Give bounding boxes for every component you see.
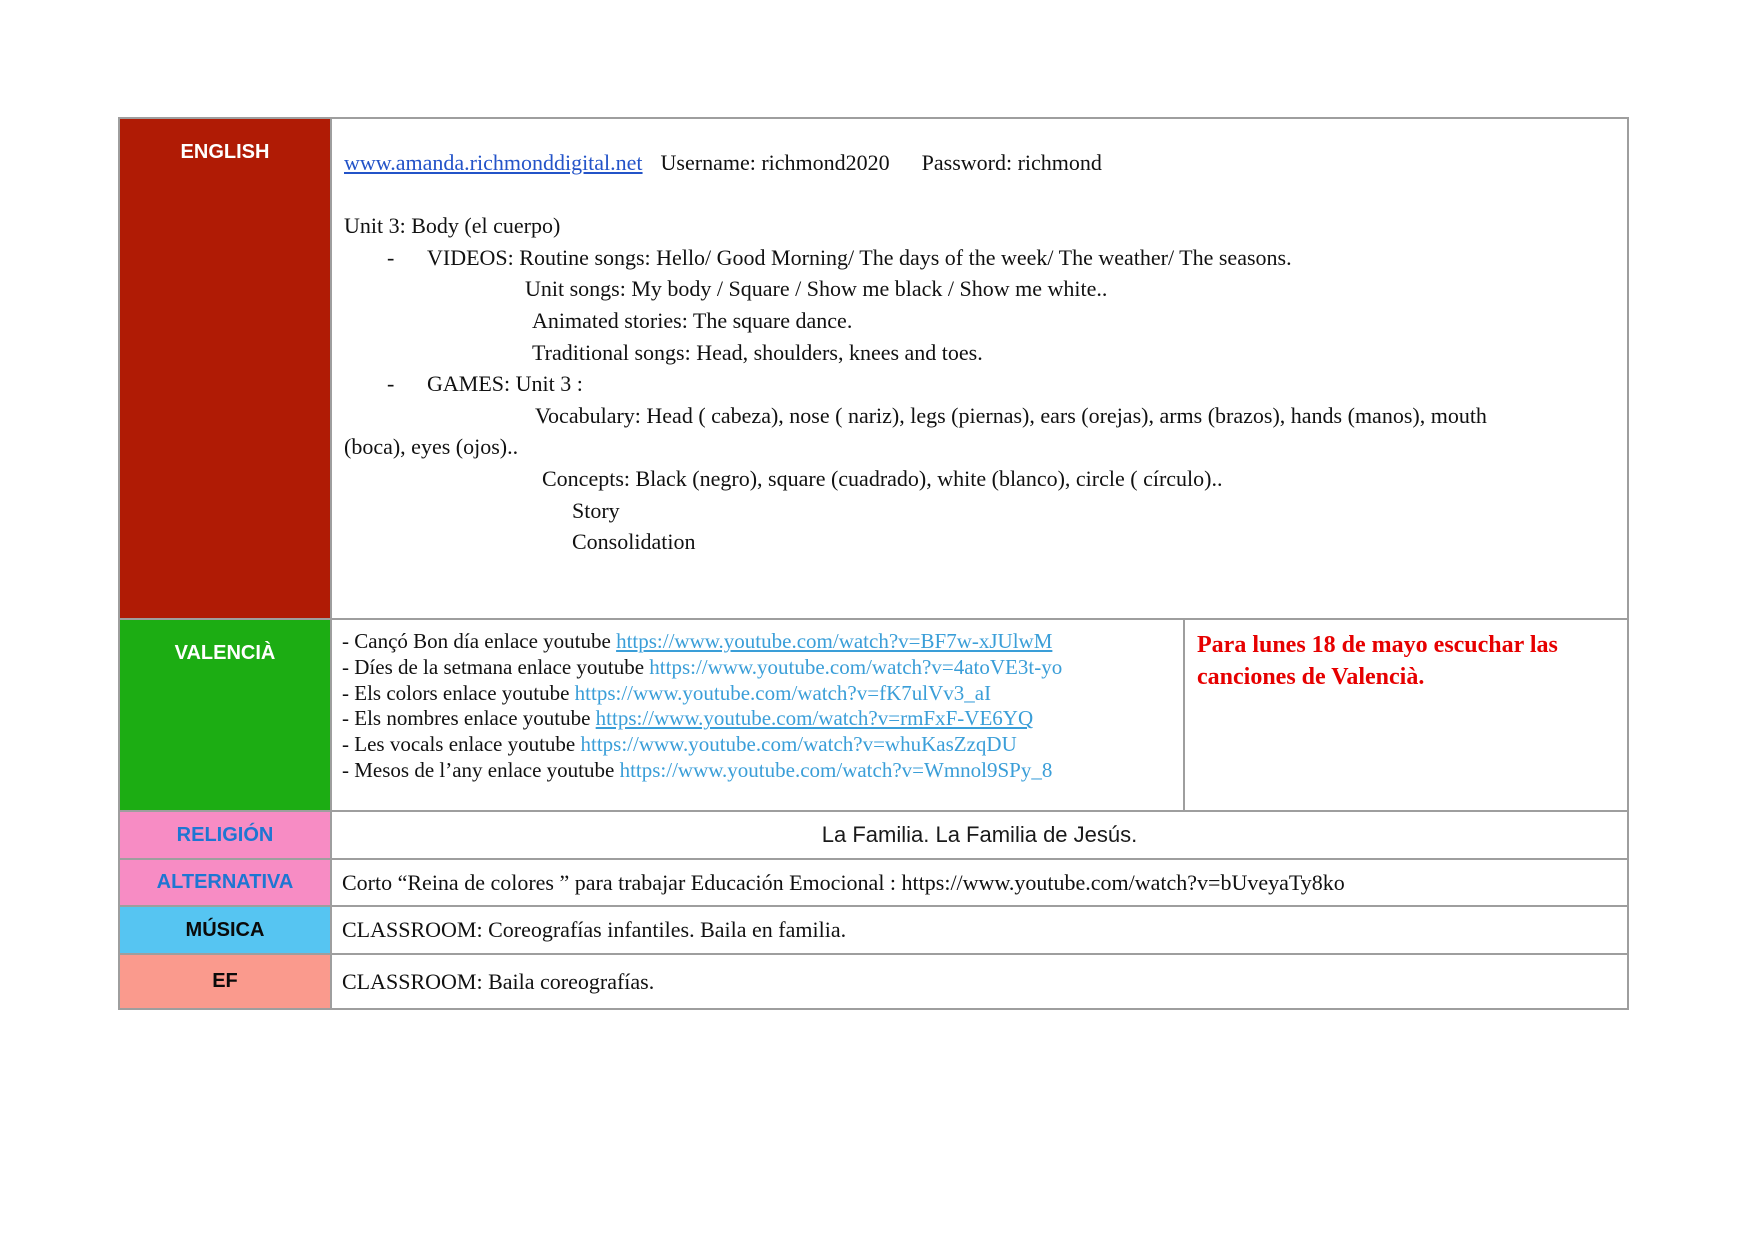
row-alternativa (118, 860, 1629, 907)
row-musica (118, 907, 1629, 955)
valencia-item-text: - Díes de la setmana enlace youtube (342, 654, 650, 679)
valencia-item-text: - Els colors enlace youtube (342, 680, 575, 705)
youtube-link-bon-dia[interactable]: https://www.youtube.com/watch?v=BF7w-xJUlwM (616, 629, 1053, 653)
bullet-dash: - (387, 244, 395, 270)
games-line (344, 368, 1617, 400)
games-text: GAMES: Unit 3 : (427, 371, 583, 397)
subject-label-ef: EF (120, 955, 332, 1008)
subject-label-alternativa: ALTERNATIVA (120, 860, 332, 905)
valencia-note: Para lunes 18 de mayo escuchar las canciones de Valencià. (1197, 632, 1558, 690)
bullet-dash: - (387, 371, 395, 397)
row-ef (118, 955, 1629, 1010)
subject-label-musica: MÚSICA (120, 907, 332, 953)
unit-songs-line: Unit songs: My body / Square / Show me black / Show me white.. (525, 276, 1108, 302)
valencia-content (332, 620, 1627, 810)
valencia-item-text: - Els nombres enlace youtube (342, 706, 596, 731)
subject-label-religion: RELIGIÓN (120, 812, 332, 858)
valencia-item-text: - Les vocals enlace youtube (342, 732, 581, 757)
traditional-songs-line: Traditional songs: Head, shoulders, knees and toes. (532, 339, 983, 365)
animated-stories-line: Animated stories: The square dance. (532, 307, 853, 333)
english-credentials-line (344, 147, 1617, 179)
valencia-item (342, 681, 1175, 707)
valencia-item (342, 758, 1175, 784)
story-line: Story (572, 497, 620, 523)
valencia-item-text: - Cançó Bon día enlace youtube (342, 629, 617, 653)
religion-content: La Familia. La Familia de Jesús. (821, 822, 1138, 847)
youtube-link-vocals[interactable]: https://www.youtube.com/watch?v=whuKasZzqDU (580, 732, 1017, 757)
schedule-table (118, 117, 1629, 1010)
english-content (332, 119, 1627, 618)
valencia-item-text: - Mesos de l’any enlace youtube (342, 757, 620, 782)
subject-label-english: ENGLISH (120, 119, 332, 618)
musica-content: CLASSROOM: Coreografías infantiles. Baila en familia. (342, 917, 847, 942)
row-english (118, 119, 1629, 620)
row-valencia (118, 620, 1629, 812)
valencia-item (342, 629, 1175, 655)
videos-line (344, 242, 1617, 274)
vocabulary-line: Vocabulary: Head ( cabeza), nose ( nariz), legs (piernas), ears (orejas), arms (brazos), hands (manos), mouth (535, 402, 1487, 428)
ef-content: CLASSROOM: Baila coreografías. (342, 968, 655, 994)
richmond-site-link[interactable]: www.amanda.richmonddigital.net (344, 150, 643, 175)
valencia-links-cell (332, 620, 1185, 810)
consolidation-line: Consolidation (572, 529, 696, 555)
alternativa-content: Corto “Reina de colores ” para trabajar Educación Emocional : https://www.youtube.com/watch?v=bUveyaTy8ko (342, 869, 1345, 895)
youtube-link-mesos[interactable]: https://www.youtube.com/watch?v=Wmnol9SPy_8 (619, 757, 1053, 782)
concepts-line: Concepts: Black (negro), square (cuadrado), white (blanco), circle ( círculo).. (542, 465, 1223, 491)
videos-text: VIDEOS: Routine songs: Hello/ Good Morning/ The days of the week/ The weather/ The seasons. (427, 244, 1292, 270)
blank-line (344, 179, 1617, 211)
youtube-link-colors[interactable]: https://www.youtube.com/watch?v=fK7ulVv3_aI (574, 680, 992, 705)
valencia-item (342, 706, 1175, 732)
valencia-item (342, 655, 1175, 681)
username-text: Username: richmond2020 (660, 150, 890, 175)
youtube-link-setmana[interactable]: https://www.youtube.com/watch?v=4atoVE3t-yo (649, 654, 1063, 679)
password-text: Password: richmond (921, 150, 1102, 175)
subject-label-valencia: VALENCIÀ (120, 620, 332, 810)
row-religion (118, 812, 1629, 860)
youtube-link-nombres[interactable]: https://www.youtube.com/watch?v=rmFxF-VE6YQ (595, 706, 1034, 731)
unit-title-line: Unit 3: Body (el cuerpo) (344, 213, 561, 239)
valencia-item (342, 732, 1175, 758)
vocabulary-wrap-line: (boca), eyes (ojos).. (344, 434, 519, 460)
